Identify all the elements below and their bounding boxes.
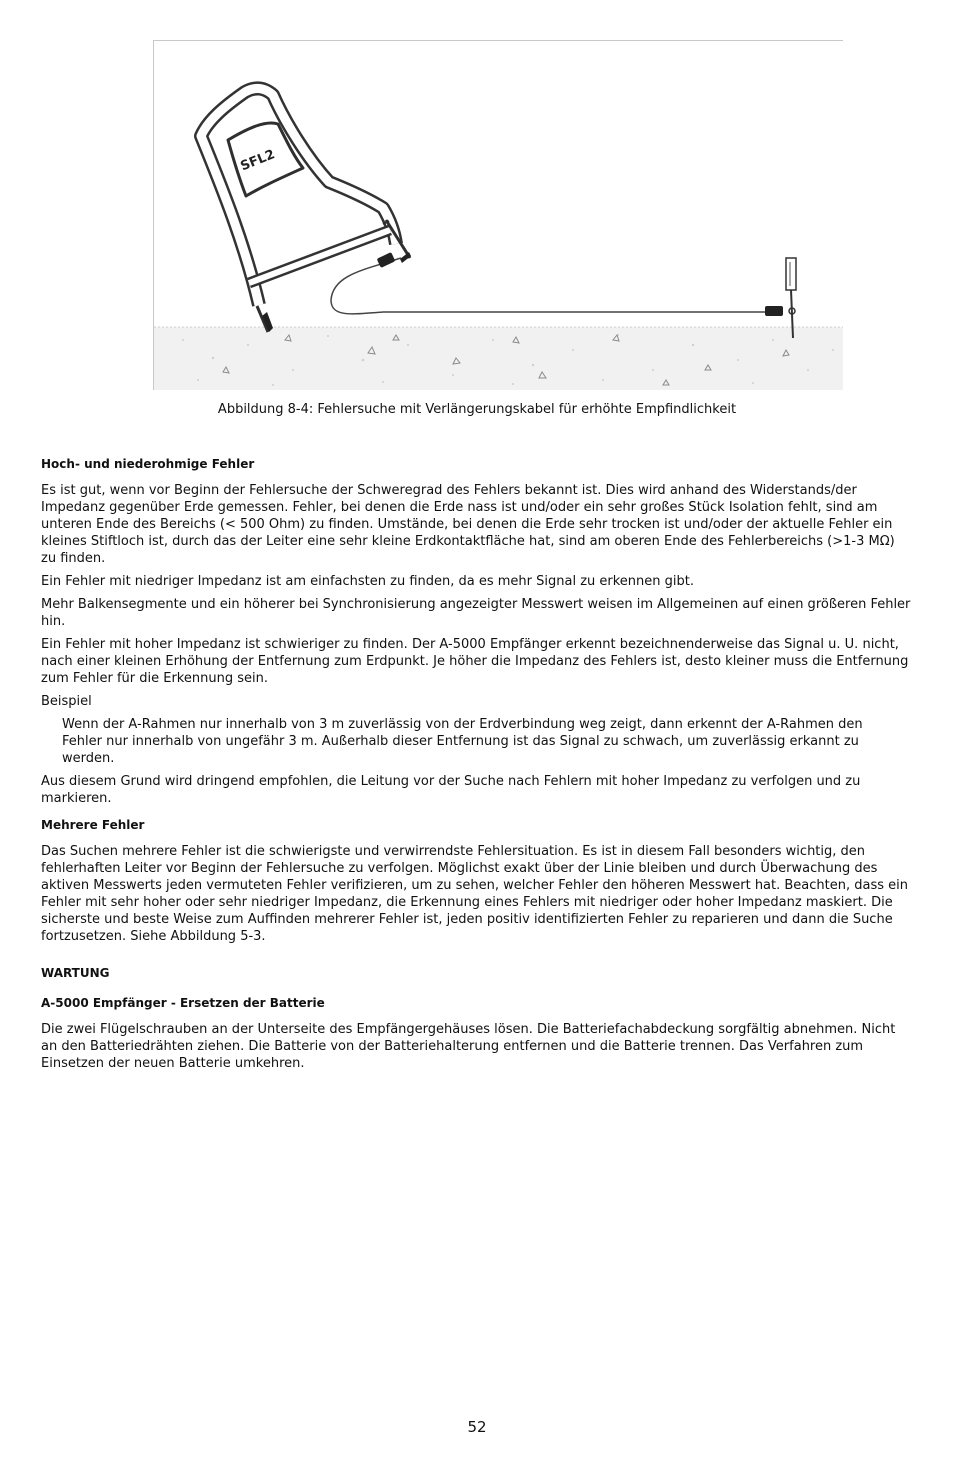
paragraph: Mehr Balkensegmente und ein höherer bei Synchronisierung angezeigter Messwert weisen im Allgemeinen auf einen größeren Fehler hin. <box>41 597 911 629</box>
paragraph: Ein Fehler mit niedriger Impedanz ist am einfachsten zu finden, da es mehr Signal zu erkennen gibt. <box>41 574 695 589</box>
cable-plug-right <box>765 306 783 316</box>
device-label: SFL2 <box>238 147 278 175</box>
cable-plug-left <box>377 252 396 268</box>
ground-area <box>154 327 843 390</box>
heading-battery-replacement: A-5000 Empfänger - Ersetzen der Batterie <box>41 996 325 1010</box>
a-frame-illustration <box>153 40 843 390</box>
heading-high-low-impedance: Hoch- und niederohmige Fehler <box>41 457 255 471</box>
example-label: Beispiel <box>41 694 92 709</box>
heading-multiple-faults: Mehrere Fehler <box>41 818 145 832</box>
paragraph: Die zwei Flügelschrauben an der Unterseite des Empfängergehäuses lösen. Die Batteriefachabdeckung sorgfältig abnehmen. Nicht an den Batteriedrähten ziehen. Die Batterie von der Batteriehalterung entfernen und die Batterie trennen. Das Verfahren zum Einsetzen der neuen Batterie umkehren. <box>41 1022 896 1071</box>
heading-maintenance: WARTUNG <box>41 966 110 980</box>
paragraph: Es ist gut, wenn vor Beginn der Fehlersuche der Schweregrad des Fehlers bekannt ist. Dies wird anhand des Widerstands/der Impedanz gegenüber Erde gemessen. Fehler, bei denen die Erde nass ist und/oder ein sehr großes Stück Isolation fehlt, sind am unteren Ende des Bereichs (< 500 Ohm) zu finden. Umstände, bei denen die Erde sehr trocken ist und/oder der aktuelle Fehler ein kleines Stiftloch ist, durch das der Leiter eine sehr kleine Erdkontaktfläche hat, sind am oberen Ende des Fehlerbereichs (>1-3 MΩ) zu finden. <box>41 483 895 566</box>
example-text: Wenn der A-Rahmen nur innerhalb von 3 m zuverlässig von der Erdverbindung weg zeigt, dann erkennt der A-Rahmen den Fehler nur innerhalb von ungefähr 3 m. Außerhalb dieser Entfernung ist das Signal zu schwach, um zuverlässig erkannt zu werden. <box>62 717 863 766</box>
figure-caption: Abbildung 8-4: Fehlersuche mit Verlängerungskabel für erhöhte Empfindlichkeit <box>217 402 737 417</box>
ground-stake-handle <box>786 258 796 290</box>
paragraph: Aus diesem Grund wird dringend empfohlen, die Leitung vor der Suche nach Fehlern mit hoher Impedanz zu verfolgen und zu markieren. <box>41 774 861 806</box>
paragraph: Das Suchen mehrere Fehler ist die schwierigste und verwirrendste Fehlersituation. Es ist in diesem Fall besonders wichtig, den fehlerhaften Leiter vor Beginn der Fehlersuche zu verfolgen. Möglichst exakt über der Linie bleiben und durch Überwachung des aktiven Messwerts jeden vermuteten Fehler verifizieren, um zu sehen, welcher Fehler den höheren Messwert hat. Beachten, dass ein Fehler mit sehr hoher oder sehr niedriger Impedanz, die Erkennung eines Fehlers mit niedriger oder hoher Impedanz maskiert. Die sicherste und beste Weise zum Auffinden mehrerer Fehler ist, jeden positiv identifizierten Fehler zu reparieren und dann die Suche fortzusetzen. Siehe Abbildung 5-3. <box>41 844 908 944</box>
a-frame-device <box>201 88 410 332</box>
extension-cable <box>331 258 771 314</box>
page-number: 52 <box>467 1418 487 1436</box>
figure-illustration <box>153 40 843 390</box>
paragraph: Ein Fehler mit hoher Impedanz ist schwieriger zu finden. Der A-5000 Empfänger erkennt bezeichnenderweise das Signal u. U. nicht, nach einer kleinen Erhöhung der Entfernung zum Erdpunkt. Je höher die Impedanz des Fehlers ist, desto kleiner muss die Entfernung zum Fehler für die Erkennung sein. <box>41 637 909 686</box>
main-content <box>41 456 913 1078</box>
